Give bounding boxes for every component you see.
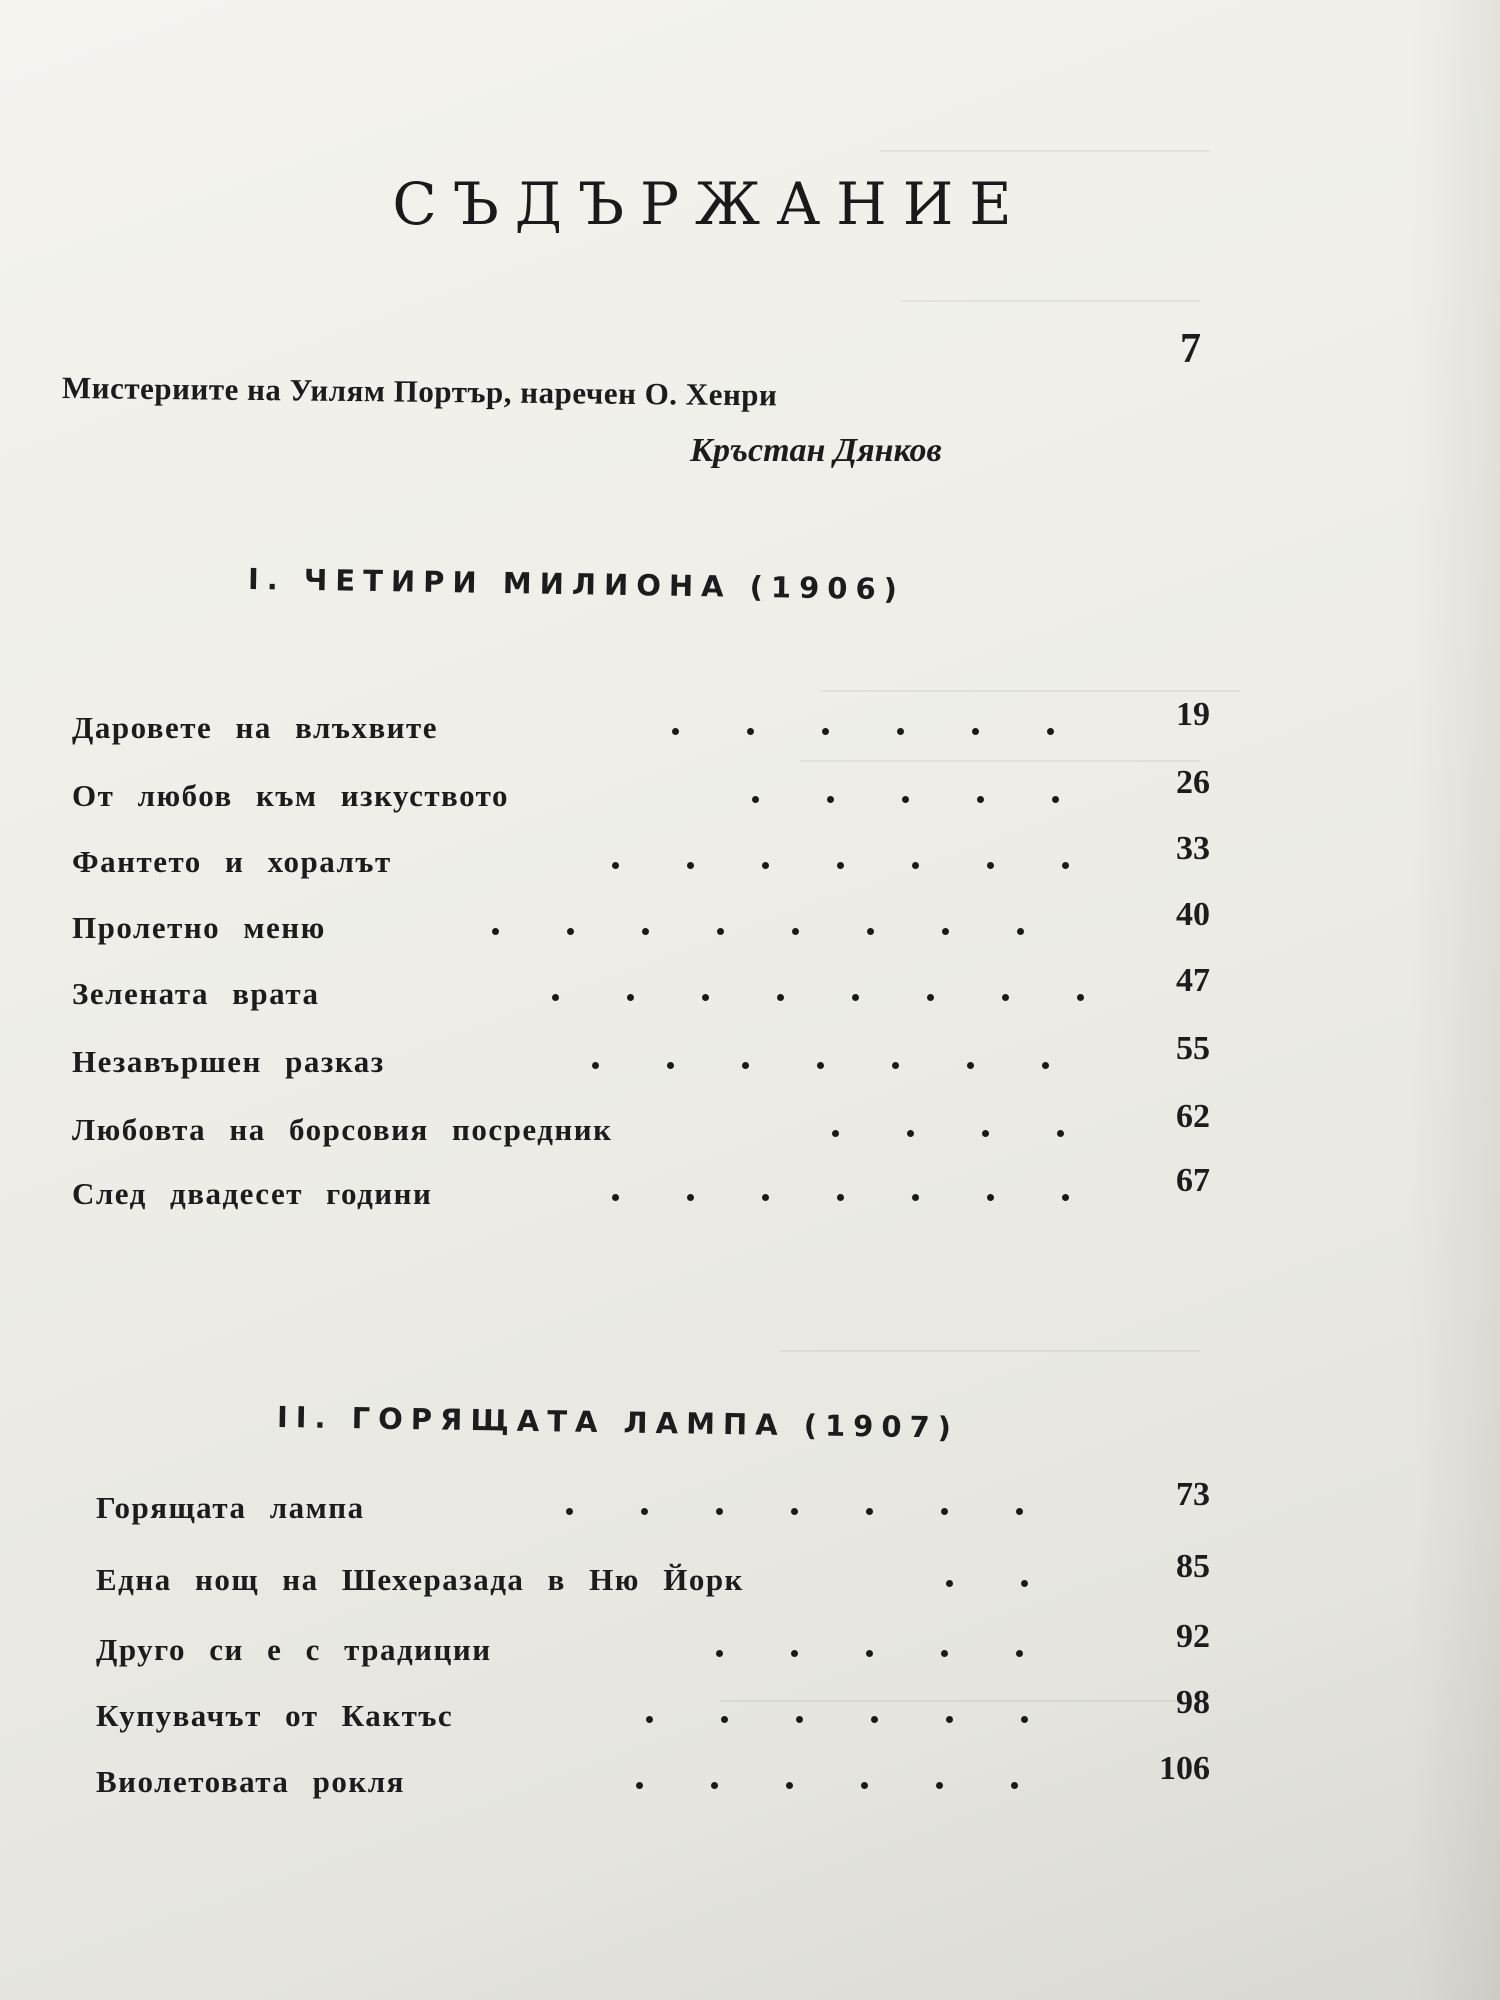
leader-dot <box>641 1508 648 1515</box>
leader-dot <box>977 796 984 803</box>
leader-dot <box>1002 994 1009 1001</box>
toc-entry-title: Зелената врата <box>72 976 320 1011</box>
leader-dot <box>636 1782 643 1789</box>
leader-dot <box>791 1650 798 1657</box>
leader-dot <box>837 1194 844 1201</box>
leader-dot <box>592 1062 599 1069</box>
leader-dot <box>927 994 934 1001</box>
leader-dot <box>1057 1130 1064 1137</box>
contents-heading: СЪДЪРЖАНИЕ <box>392 170 1028 238</box>
leader-dot <box>912 862 919 869</box>
leader-dot <box>796 1716 803 1723</box>
toc-entry-page-number: 62 <box>1176 1098 1210 1135</box>
toc-entry-page-number: 73 <box>1176 1476 1210 1513</box>
dot-leaders <box>612 1182 1080 1212</box>
dot-leaders <box>492 916 1080 946</box>
leader-dot <box>716 1508 723 1515</box>
toc-entry-title: Даровете на влъхвите <box>72 710 439 745</box>
section-title-2: II. ГОРЯЩАТА ЛАМПА (1907) <box>276 1400 960 1445</box>
leader-dot <box>667 1062 674 1069</box>
leader-dot <box>702 994 709 1001</box>
toc-entry-page-number: 85 <box>1176 1548 1210 1585</box>
toc-entry <box>0 1548 1500 1622</box>
dot-leaders <box>672 716 1080 746</box>
leader-dot <box>861 1782 868 1789</box>
toc-entry <box>0 696 1500 770</box>
toc-entry-title: Пролетно меню <box>72 910 326 945</box>
show-through-line <box>900 300 1200 302</box>
toc-entry <box>0 1162 1500 1236</box>
leader-dot <box>786 1782 793 1789</box>
leader-dot <box>967 1062 974 1069</box>
toc-entry <box>0 830 1500 904</box>
leader-dot <box>832 1130 839 1137</box>
leader-dot <box>866 1650 873 1657</box>
toc-entry-page-number: 67 <box>1176 1162 1210 1199</box>
leader-dot <box>791 1508 798 1515</box>
toc-entry-title: Купувачът от Кактъс <box>96 1698 454 1733</box>
toc-entry-page-number: 47 <box>1176 962 1210 999</box>
leader-dot <box>1021 1716 1028 1723</box>
leader-dot <box>982 1130 989 1137</box>
leader-dot <box>987 862 994 869</box>
toc-entry-title: Любовта на борсовия посредник <box>72 1112 613 1147</box>
leader-dot <box>687 862 694 869</box>
toc-entry <box>0 1684 1500 1758</box>
dot-leaders <box>832 1118 1080 1148</box>
toc-entry <box>0 1030 1500 1104</box>
leader-dot <box>717 928 724 935</box>
show-through-line <box>780 1350 1200 1352</box>
leader-dot <box>792 928 799 935</box>
leader-dot <box>817 1062 824 1069</box>
leader-dot <box>747 728 754 735</box>
leader-dot <box>946 1716 953 1723</box>
dot-leaders <box>592 1050 1080 1080</box>
leader-dot <box>492 928 499 935</box>
leader-dot <box>612 1194 619 1201</box>
leader-dot <box>552 994 559 1001</box>
toc-entry-title: След двадесет години <box>72 1176 433 1211</box>
leader-dot <box>972 728 979 735</box>
toc-entry <box>0 1476 1500 1550</box>
leader-dot <box>567 928 574 935</box>
leader-dot <box>627 994 634 1001</box>
toc-entry-title: Виолетовата рокля <box>96 1764 405 1799</box>
leader-dot <box>866 1508 873 1515</box>
leader-dot <box>687 1194 694 1201</box>
toc-entry-page-number: 92 <box>1176 1618 1210 1655</box>
leader-dot <box>1016 1508 1023 1515</box>
leader-dot <box>852 994 859 1001</box>
leader-dot <box>762 862 769 869</box>
leader-dot <box>1042 1062 1049 1069</box>
toc-entry-page-number: 26 <box>1176 764 1210 801</box>
leader-dot <box>1047 728 1054 735</box>
toc-entry-page-number: 106 <box>1159 1750 1210 1787</box>
dot-leaders <box>716 1638 1080 1668</box>
leader-dot <box>827 796 834 803</box>
dot-leaders <box>752 784 1080 814</box>
leader-dot <box>1017 928 1024 935</box>
leader-dot <box>912 1194 919 1201</box>
toc-entry-page-number: 40 <box>1176 896 1210 933</box>
toc-entry <box>0 1098 1500 1172</box>
leader-dot <box>892 1062 899 1069</box>
leader-dot <box>837 862 844 869</box>
dot-leaders <box>566 1496 1080 1526</box>
leader-dot <box>711 1782 718 1789</box>
leader-dot <box>752 796 759 803</box>
leader-dot <box>822 728 829 735</box>
leader-dot <box>742 1062 749 1069</box>
leader-dot <box>612 862 619 869</box>
toc-entry <box>0 962 1500 1036</box>
leader-dot <box>642 928 649 935</box>
toc-entry-page-number: 55 <box>1176 1030 1210 1067</box>
intro-essay-title: Мистериите на Уилям Портър, наречен О. Хенри <box>61 370 778 413</box>
leader-dot <box>646 1716 653 1723</box>
leader-dot <box>902 796 909 803</box>
leader-dot <box>1011 1782 1018 1789</box>
toc-entry-title: Една нощ на Шехеразада в Ню Йорк <box>96 1562 744 1597</box>
dot-leaders <box>636 1770 1080 1800</box>
leader-dot <box>1062 1194 1069 1201</box>
section-title-1: I. ЧЕТИРИ МИЛИОНА (1906) <box>247 562 906 607</box>
toc-entry-title: От любов към изкуството <box>72 778 509 813</box>
leader-dot <box>867 928 874 935</box>
leader-dot <box>1062 862 1069 869</box>
toc-entry-title: Фантето и хоралът <box>72 844 392 879</box>
dot-leaders <box>552 982 1080 1012</box>
leader-dot <box>941 1508 948 1515</box>
toc-entry <box>0 1618 1500 1692</box>
leader-dot <box>897 728 904 735</box>
dot-leaders <box>612 850 1080 880</box>
leader-dot <box>907 1130 914 1137</box>
toc-entry-title: Незавършен разказ <box>72 1044 385 1079</box>
toc-entry <box>0 764 1500 838</box>
intro-author: Кръстан Дянков <box>690 432 942 469</box>
leader-dot <box>987 1194 994 1201</box>
show-through-line <box>880 150 1210 152</box>
dot-leaders <box>946 1568 1080 1598</box>
leader-dot <box>777 994 784 1001</box>
toc-entry-title: Друго си е с традиции <box>96 1632 492 1667</box>
toc-entry <box>0 896 1500 970</box>
leader-dot <box>721 1716 728 1723</box>
leader-dot <box>871 1716 878 1723</box>
toc-entry-title: Горящата лампа <box>96 1490 365 1525</box>
toc-entry-page-number: 19 <box>1176 696 1210 733</box>
leader-dot <box>1016 1650 1023 1657</box>
show-through-line <box>820 690 1240 692</box>
dot-leaders <box>646 1704 1080 1734</box>
toc-entry-page-number: 98 <box>1176 1684 1210 1721</box>
leader-dot <box>942 928 949 935</box>
leader-dot <box>936 1782 943 1789</box>
leader-dot <box>941 1650 948 1657</box>
leader-dot <box>1077 994 1084 1001</box>
leader-dot <box>1021 1580 1028 1587</box>
leader-dot <box>762 1194 769 1201</box>
leader-dot <box>946 1580 953 1587</box>
leader-dot <box>716 1650 723 1657</box>
toc-entry-page-number: 33 <box>1176 830 1210 867</box>
toc-entry <box>0 1750 1500 1824</box>
leader-dot <box>672 728 679 735</box>
leader-dot <box>1052 796 1059 803</box>
intro-page-number: 7 <box>1180 326 1201 372</box>
leader-dot <box>566 1508 573 1515</box>
